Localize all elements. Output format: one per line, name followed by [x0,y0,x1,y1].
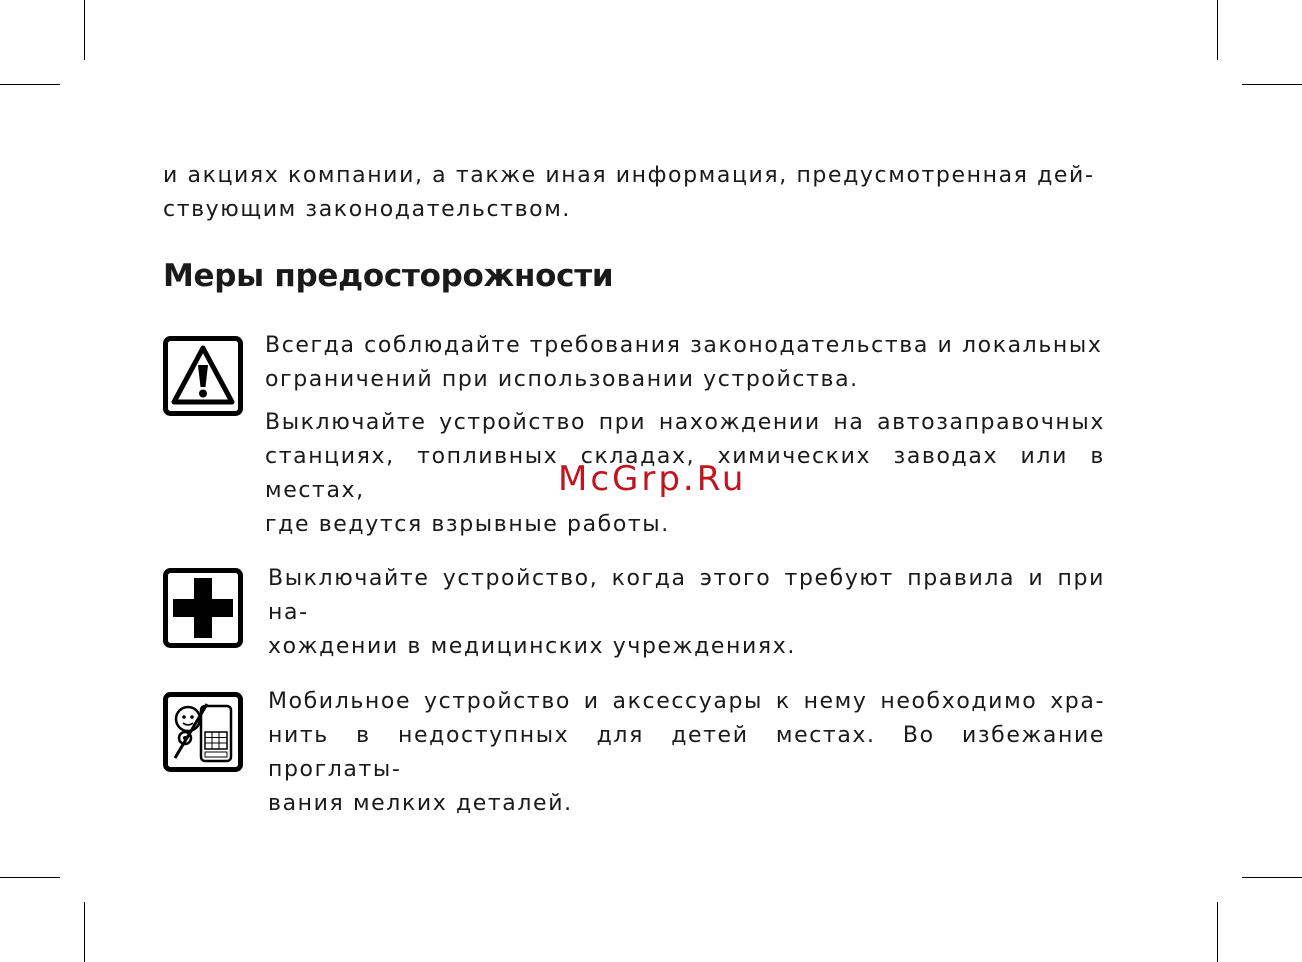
crop-mark [1217,902,1218,962]
children-warning-text [268,685,1105,821]
crop-mark [0,84,60,85]
explosive-line: Выключайте устройство при нахождении на автозаправочных [265,410,1105,435]
keep-away-from-children-icon [163,692,243,772]
crop-mark [84,902,85,962]
medical-line: хождении в медицинских учреждениях. [268,634,796,659]
law-warning-text [265,329,1105,397]
explosive-line: станциях, топливных складах, химических заводах или в местах, [265,444,1105,503]
law-line: ограничений при использовании устройства. [265,367,859,392]
children-line: нить в недоступных для детей местах. Во избежание проглаты- [268,723,1105,782]
medical-warning-text [268,562,1105,664]
intro-line: и акциях компании, а также иная информация, предусмотренная дей- [163,163,1095,188]
children-line: Мобильное устройство и аксессуары к нему необходимо хра- [268,689,1105,714]
medical-line: Выключайте устройство, когда этого требуют правила и при на- [268,566,1105,625]
intro-paragraph [163,159,1105,227]
law-line: Всегда соблюдайте требования законодательства и локальных [265,333,1103,358]
intro-line: ствующим законодательством. [163,197,571,222]
warning-triangle-icon [163,336,243,416]
section-title: Меры предосторожности [163,258,614,294]
watermark: McGrp.Ru [558,459,747,499]
explosive-line: где ведутся взрывные работы. [265,512,670,537]
crop-mark [0,877,60,878]
medical-cross-icon [163,568,243,648]
crop-mark [84,0,85,60]
crop-mark [1242,877,1302,878]
crop-mark [1217,0,1218,60]
crop-mark [1242,84,1302,85]
children-line: вания мелких деталей. [268,791,573,816]
